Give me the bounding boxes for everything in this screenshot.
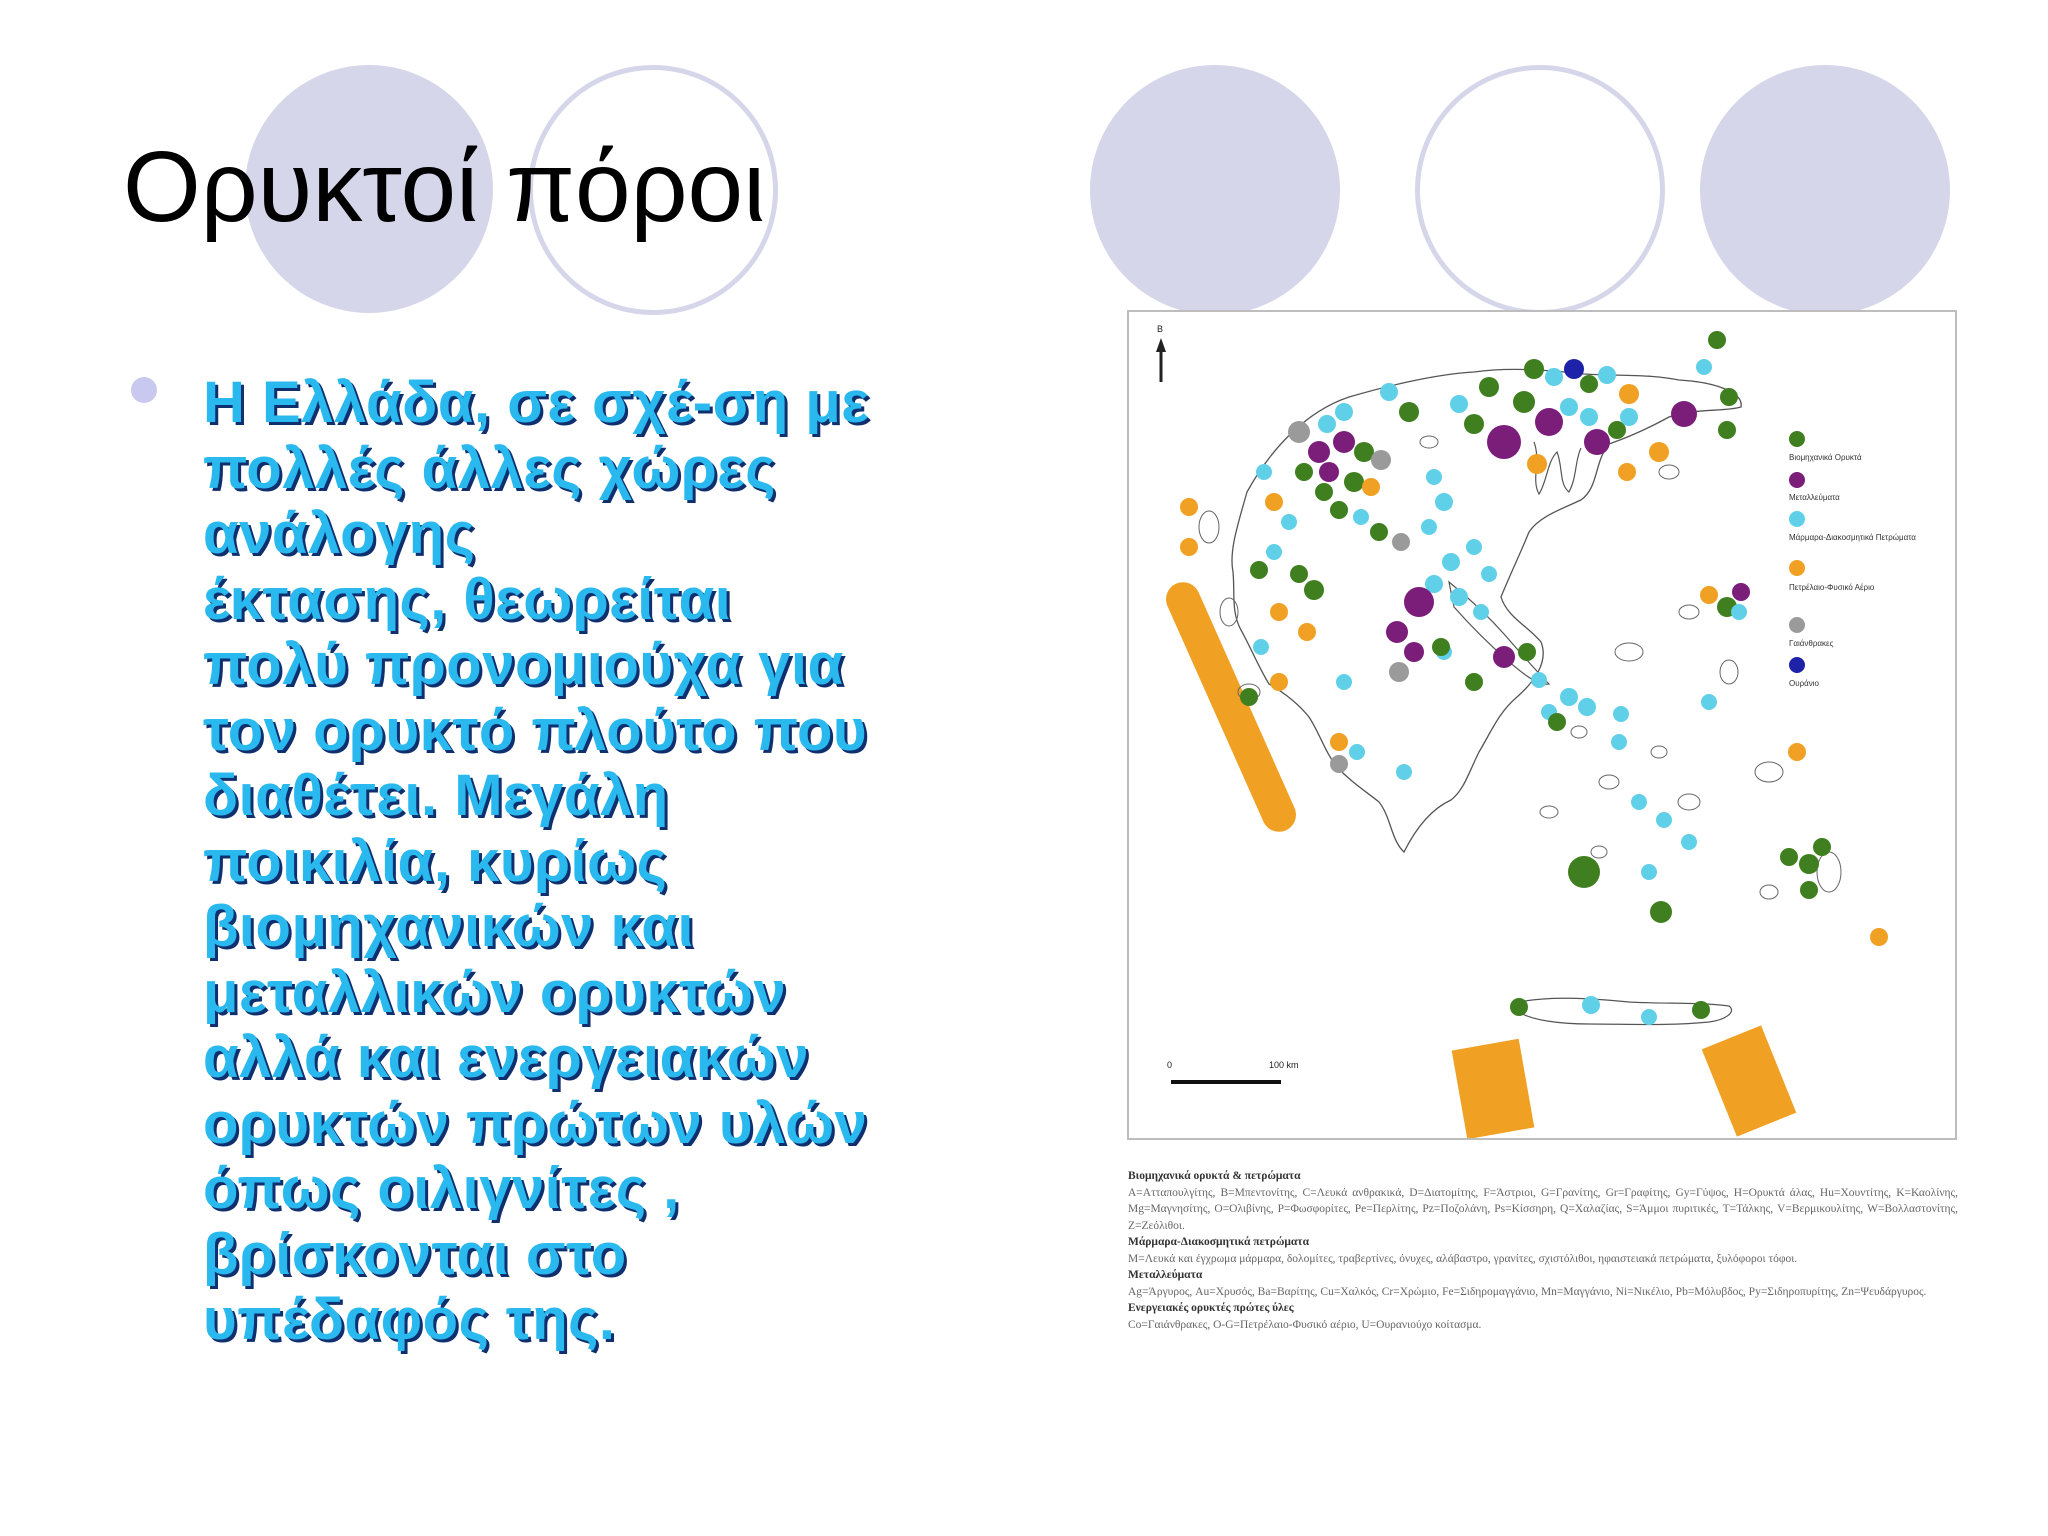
- decor-circle-ring-2: [1415, 65, 1665, 315]
- bullet-line: ποικιλία, κυρίως: [203, 828, 668, 894]
- site-metallic: [1386, 621, 1408, 643]
- site-marble: [1421, 519, 1437, 535]
- caption-paragraph: Α=Ατταπουλγίτης, Β=Μπεντονίτης, C=Λευκά ανθρακικά, D=Διατομίτης, F=Άστριοι, G=Γρανίτης, Gr=Γραφίτης, Gy=Γύψος, H=Ορυκτά άλας, Hu=Χουντίτης, K=Καολίνης, Mg=Μαγνησίτης, O=Ολιβίνης, P=Φωσφορίτες, Pe=Περλίτης, Pz=Ποζολάνη, Ps=Κίσσηρη, Q=Χαλαζίας, S=Άμμοι πυριτικές, T=Τάλκης, V=Βερμικουλίτης, W=Βολλαστονίτης, Z=Ζεόλιθοι.: [1128, 1186, 1958, 1232]
- bullet-line: βρίσκονται στο: [203, 1221, 627, 1287]
- site-marble: [1481, 566, 1497, 582]
- site-lignite: [1389, 662, 1409, 682]
- bullet-line: Η Ελλάδα, σε σχέ-ση με: [203, 370, 870, 435]
- caption-paragraph: Co=Γαιάνθρακες, O-G=Πετρέλαιο-Φυσικό αέριο, U=Ουρανιούχο κοίτασμα.: [1128, 1318, 1482, 1331]
- legend-swatch: [1789, 560, 1805, 576]
- site-industrial: [1304, 580, 1324, 600]
- site-industrial: [1548, 713, 1566, 731]
- offshore-zone-crete-east: [1702, 1025, 1797, 1136]
- site-uranium: [1564, 359, 1584, 379]
- site-lignite: [1371, 450, 1391, 470]
- site-marble: [1442, 553, 1460, 571]
- site-marble: [1613, 706, 1629, 722]
- site-industrial: [1290, 565, 1308, 583]
- legend-swatch: [1789, 511, 1805, 527]
- bullet-marker: [131, 377, 157, 403]
- site-metallic: [1404, 642, 1424, 662]
- site-lignite: [1330, 755, 1348, 773]
- site-petroleum: [1180, 538, 1198, 556]
- site-industrial: [1692, 1001, 1710, 1019]
- site-metallic: [1732, 583, 1750, 601]
- site-petroleum: [1265, 493, 1283, 511]
- site-metallic: [1671, 401, 1697, 427]
- legend-label: Πετρέλαιο-Φυσικό Αέριο: [1789, 583, 1875, 592]
- site-marble: [1256, 464, 1272, 480]
- legend-label: Βιομηχανικά Ορυκτά: [1789, 453, 1862, 462]
- site-marble: [1349, 744, 1365, 760]
- legend-swatch: [1789, 472, 1805, 488]
- site-marble: [1620, 408, 1638, 426]
- site-industrial: [1370, 523, 1388, 541]
- site-marble: [1641, 864, 1657, 880]
- site-marble: [1545, 368, 1563, 386]
- bullet-line: πολλές άλλες χώρες: [203, 435, 776, 501]
- site-metallic: [1487, 425, 1521, 459]
- site-marble: [1473, 604, 1489, 620]
- site-marble: [1435, 493, 1453, 511]
- site-marble: [1336, 674, 1352, 690]
- bullet-line: έκτασης, θεωρείται: [203, 566, 732, 632]
- legend-label: Μεταλλεύματα: [1789, 493, 1840, 502]
- site-metallic: [1319, 462, 1339, 482]
- bullet-line: διαθέτει. Μεγάλη: [203, 763, 669, 828]
- site-marble: [1380, 383, 1398, 401]
- site-marble: [1450, 395, 1468, 413]
- site-industrial: [1510, 998, 1528, 1016]
- site-industrial: [1513, 391, 1535, 413]
- caption-paragraph: Ag=Άργυρος, Au=Χρυσός, Ba=Βαρίτης, Cu=Χαλκός, Cr=Χρώμιο, Fe=Σιδηρομαγγάνιο, Mn=Μαγγάνιο, Ni=Νικέλιο, Pb=Μόλυβδος, Py=Σιδηροπυρίτης, Zn=Ψευδάργυρος.: [1128, 1285, 1927, 1298]
- site-marble: [1281, 514, 1297, 530]
- site-marble: [1450, 588, 1468, 606]
- site-industrial: [1708, 331, 1726, 349]
- site-lignite: [1288, 421, 1310, 443]
- site-petroleum: [1788, 743, 1806, 761]
- site-petroleum: [1270, 603, 1288, 621]
- site-marble: [1582, 996, 1600, 1014]
- site-marble: [1531, 672, 1547, 688]
- site-industrial: [1295, 463, 1313, 481]
- site-industrial: [1720, 388, 1738, 406]
- site-industrial: [1240, 688, 1258, 706]
- site-petroleum: [1870, 928, 1888, 946]
- islands: [1199, 436, 1841, 899]
- legend-label: Μάρμαρα-Διακοσμητικά Πετρώματα: [1789, 533, 1916, 542]
- site-industrial: [1799, 854, 1819, 874]
- legend-label: Ουράνιο: [1789, 679, 1819, 688]
- site-industrial: [1518, 643, 1536, 661]
- site-industrial: [1330, 501, 1348, 519]
- site-marble: [1580, 408, 1598, 426]
- site-marble: [1426, 469, 1442, 485]
- site-marble: [1578, 698, 1596, 716]
- caption-heading: Μάρμαρα-Διακοσμητικά πετρώματα: [1128, 1236, 1310, 1248]
- site-marble: [1656, 812, 1672, 828]
- caption-heading: Μεταλλεύματα: [1128, 1269, 1203, 1281]
- bullet-line: πολύ προνομιούχα για: [203, 632, 844, 697]
- site-marble: [1701, 694, 1717, 710]
- site-industrial: [1780, 848, 1798, 866]
- site-petroleum: [1362, 478, 1380, 496]
- site-petroleum: [1527, 454, 1547, 474]
- bullet-line: ορυκτών πρώτων υλών: [203, 1090, 868, 1156]
- site-marble: [1335, 403, 1353, 421]
- site-industrial: [1464, 414, 1484, 434]
- greece-map: [1129, 312, 1955, 1138]
- site-industrial: [1800, 881, 1818, 899]
- site-marble: [1681, 834, 1697, 850]
- site-industrial: [1580, 375, 1598, 393]
- site-marble: [1353, 509, 1369, 525]
- site-industrial: [1524, 359, 1544, 379]
- bullet-line: αλλά και ενεργειακών: [203, 1025, 809, 1090]
- mineral-resources-map: [1127, 310, 1957, 1140]
- legend-label: Γαιάνθρακες: [1789, 639, 1834, 648]
- caption-paragraph: M=Λευκά και έγχρωμα μάρμαρα, δολομίτες, τραβερτίνες, όνυχες, αλάβαστρο, γρανίτες, σχιστόλιθοι, ηφαιστειακά πετρώματα, ξυλόφοροι τόφοι.: [1128, 1252, 1798, 1265]
- site-petroleum: [1618, 463, 1636, 481]
- site-petroleum: [1330, 733, 1348, 751]
- site-industrial: [1344, 472, 1364, 492]
- map-legend: [1789, 431, 1916, 688]
- site-petroleum: [1649, 442, 1669, 462]
- site-industrial: [1465, 673, 1483, 691]
- site-marble: [1318, 415, 1336, 433]
- site-marble: [1696, 359, 1712, 375]
- scale-end-label: 100 km: [1269, 1060, 1299, 1070]
- site-industrial: [1399, 402, 1419, 422]
- legend-swatch: [1789, 617, 1805, 633]
- site-marble: [1641, 1009, 1657, 1025]
- offshore-zone-crete-west: [1452, 1039, 1535, 1138]
- site-industrial: [1354, 442, 1374, 462]
- decor-circle-filled-2: [1090, 65, 1340, 315]
- site-petroleum: [1298, 623, 1316, 641]
- site-industrial: [1568, 856, 1600, 888]
- bullet-text: [203, 370, 1003, 1353]
- site-metallic: [1404, 587, 1434, 617]
- site-marble: [1253, 639, 1269, 655]
- slide-title: Ορυκτοί πόροι: [123, 131, 766, 243]
- legend-swatch: [1789, 657, 1805, 673]
- site-marble: [1598, 366, 1616, 384]
- site-industrial: [1315, 483, 1333, 501]
- scale-bar: [1167, 1060, 1299, 1082]
- site-industrial: [1650, 901, 1672, 923]
- site-petroleum: [1270, 673, 1288, 691]
- bullet-line: μεταλλικών ορυκτών: [203, 959, 787, 1025]
- site-marble: [1396, 764, 1412, 780]
- site-industrial: [1432, 638, 1450, 656]
- north-label: Β: [1157, 324, 1164, 334]
- bullet-line: όπως οιλιγνίτες ,: [203, 1156, 680, 1221]
- bullet-line: ανάλογης: [203, 501, 476, 566]
- site-metallic: [1493, 646, 1515, 668]
- mineral-sites: [1180, 331, 1888, 1025]
- site-metallic: [1535, 408, 1563, 436]
- site-metallic: [1584, 429, 1610, 455]
- site-marble: [1631, 794, 1647, 810]
- legend-swatch: [1789, 431, 1805, 447]
- site-industrial: [1813, 838, 1831, 856]
- bullet-line: βιομηχανικών και: [203, 894, 695, 959]
- site-lignite: [1392, 533, 1410, 551]
- site-metallic: [1308, 441, 1330, 463]
- site-industrial: [1479, 377, 1499, 397]
- caption-heading: Ενεργειακές ορυκτές πρώτες ύλες: [1128, 1302, 1294, 1314]
- map-caption: [1128, 1168, 1958, 1333]
- site-metallic: [1333, 431, 1355, 453]
- caption-heading: Βιομηχανικά ορυκτά & πετρώματα: [1128, 1170, 1301, 1182]
- bullet-line: υπέδαφός της.: [203, 1287, 616, 1352]
- site-industrial: [1718, 421, 1736, 439]
- bullet-line: τον ορυκτό πλούτο που: [203, 697, 868, 763]
- site-industrial: [1250, 561, 1268, 579]
- site-petroleum: [1700, 586, 1718, 604]
- site-marble: [1466, 539, 1482, 555]
- site-marble: [1266, 544, 1282, 560]
- site-petroleum: [1180, 498, 1198, 516]
- scale-start-label: 0: [1167, 1060, 1173, 1070]
- site-marble: [1611, 734, 1627, 750]
- north-arrow-icon: [1156, 324, 1166, 382]
- site-marble: [1731, 604, 1747, 620]
- site-marble: [1560, 398, 1578, 416]
- site-petroleum: [1619, 384, 1639, 404]
- decor-circle-filled-3: [1700, 65, 1950, 315]
- site-marble: [1560, 688, 1578, 706]
